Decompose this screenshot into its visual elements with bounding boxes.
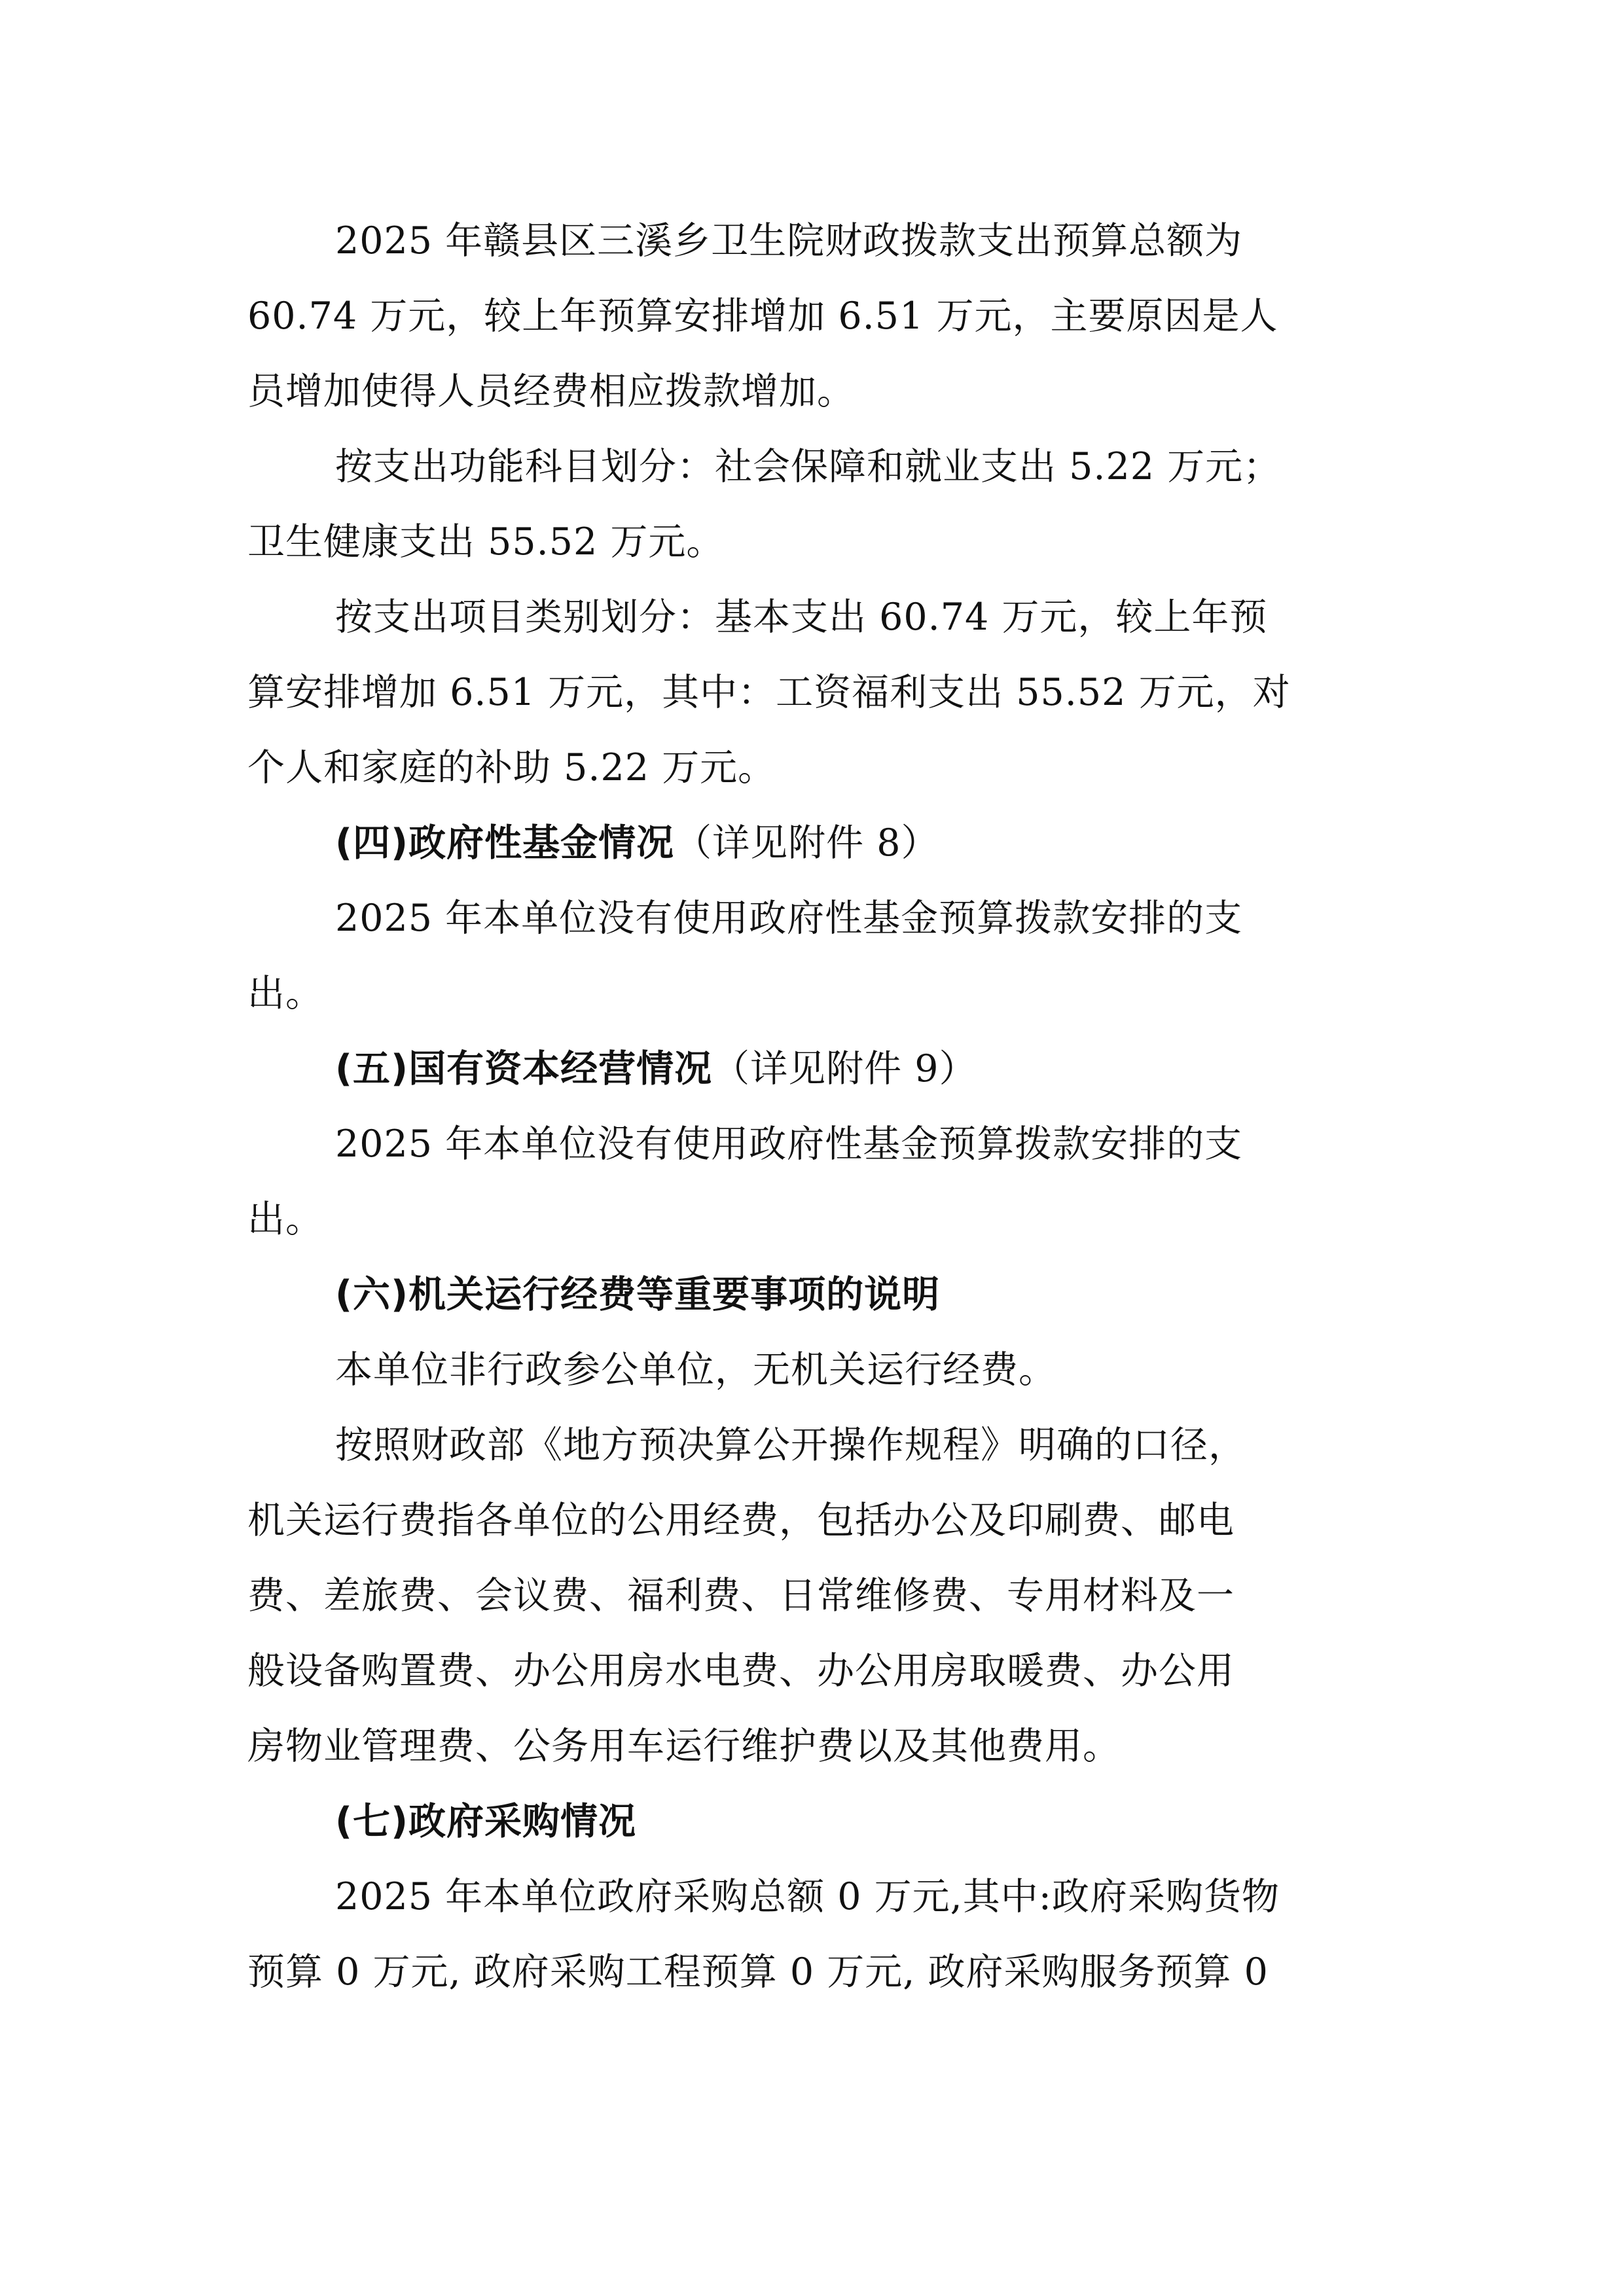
paragraph-line: 按支出项目类别划分：基本支出 60.74 万元，较上年预 (335, 596, 1268, 639)
paragraph-line: 60.74 万元，较上年预算安排增加 6.51 万元，主要原因是人 (247, 295, 1278, 338)
paragraph-line: 房物业管理费、公务用车运行维护费以及其他费用。 (247, 1725, 1121, 1768)
attachment-note: （详见附件 9） (712, 1047, 977, 1090)
paragraph-line: 按支出功能科目划分：社会保障和就业支出 5.22 万元； (335, 445, 1282, 488)
paragraph-line: 卫生健康支出 55.52 万元。 (247, 520, 725, 564)
paragraph-line: 2025 年本单位没有使用政府性基金预算拨款安排的支 (335, 897, 1243, 940)
paragraph-line: 个人和家庭的补助 5.22 万元。 (247, 746, 776, 789)
heading-text: (五)国有资本经营情况 (335, 1047, 713, 1090)
section-heading-operating-funds: (六)机关运行经费等重要事项的说明 (335, 1273, 941, 1316)
attachment-note: （详见附件 8） (674, 821, 939, 865)
section-heading-procurement: (七)政府采购情况 (335, 1800, 637, 1843)
paragraph-line: 2025 年赣县区三溪乡卫生院财政拨款支出预算总额为 (335, 219, 1243, 262)
section-heading-state-capital (335, 1047, 977, 1090)
paragraph-line: 费、差旅费、会议费、福利费、日常维修费、专用材料及一 (247, 1574, 1235, 1617)
paragraph-line: 算安排增加 6.51 万元，其中：工资福利支出 55.52 万元，对 (247, 671, 1291, 714)
heading-text: (四)政府性基金情况 (335, 821, 675, 865)
paragraph-line: 2025 年本单位没有使用政府性基金预算拨款安排的支 (335, 1122, 1243, 1166)
paragraph-line: 机关运行费指各单位的公用经费，包括办公及印刷费、邮电 (247, 1499, 1235, 1542)
paragraph-line: 2025 年本单位政府采购总额 0 万元,其中:政府采购货物 (335, 1875, 1280, 1918)
paragraph-line: 员增加使得人员经费相应拨款增加。 (247, 370, 855, 413)
section-heading-government-fund (335, 821, 939, 865)
paragraph-line: 预算 0 万元, 政府采购工程预算 0 万元, 政府采购服务预算 0 (247, 1950, 1269, 1994)
paragraph-line: 般设备购置费、办公用房水电费、办公用房取暖费、办公用 (247, 1649, 1235, 1693)
paragraph-line: 本单位非行政参公单位，无机关运行经费。 (335, 1348, 1056, 1391)
paragraph-line: 按照财政部《地方预决算公开操作规程》明确的口径， (335, 1424, 1246, 1467)
paragraph-line: 出。 (247, 972, 323, 1015)
paragraph-line: 出。 (247, 1198, 323, 1241)
